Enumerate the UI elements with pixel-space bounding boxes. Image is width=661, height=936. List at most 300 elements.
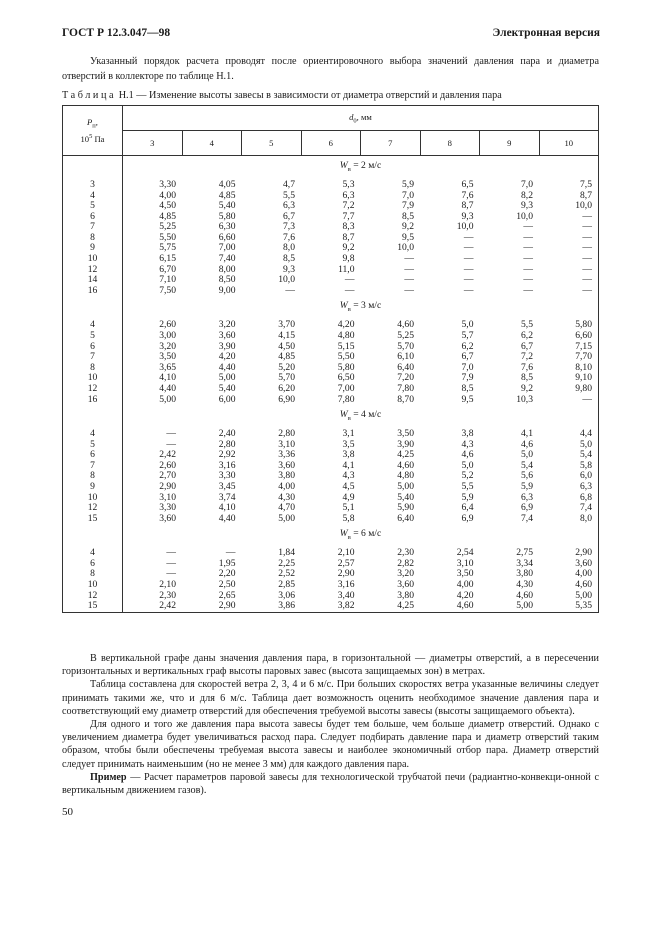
height-value: 2,90 (159, 480, 176, 492)
table-row (63, 275, 599, 286)
height-value: — (463, 263, 474, 275)
height-value: 6,0 (580, 470, 592, 482)
height-value: 7,4 (521, 512, 533, 524)
height-value: 5,20 (278, 361, 295, 373)
pressure-value: 3 (63, 180, 123, 191)
table-row (63, 180, 599, 191)
height-value: 6,60 (218, 231, 236, 243)
height-value: 6,15 (159, 253, 176, 265)
height-value: 5,0 (461, 459, 474, 471)
height-value: 2,54 (456, 547, 474, 559)
table-row (63, 384, 599, 395)
height-value: 7,9 (461, 372, 474, 384)
height-value: 4,3 (342, 470, 355, 482)
example-paragraph (62, 771, 599, 797)
height-value: 6,3 (580, 480, 592, 492)
height-value: 4,60 (397, 319, 414, 331)
height-value: 3,10 (159, 491, 176, 503)
height-value: 4,6 (521, 438, 533, 450)
pressure-value: 5 (63, 440, 123, 451)
height-value: 4,60 (516, 589, 533, 601)
table-row (63, 440, 599, 451)
body-text (62, 652, 599, 797)
height-value: 5,25 (397, 329, 414, 341)
height-value: — (582, 242, 592, 254)
height-value: 3,60 (397, 579, 414, 591)
height-value: 3,60 (575, 557, 592, 569)
table-row (63, 212, 599, 223)
pressure-value: 4 (63, 320, 123, 331)
height-value: 8,0 (580, 512, 592, 524)
height-value: 10,0 (456, 221, 474, 233)
height-value: 2,57 (337, 557, 355, 569)
pressure-value: 16 (63, 395, 123, 406)
height-value: 8,70 (397, 393, 414, 405)
table-row (63, 514, 599, 525)
height-value: 3,30 (218, 470, 236, 482)
table-row (63, 331, 599, 342)
diameter-header: $d_0$, мм (123, 106, 599, 131)
height-value: 7,80 (337, 393, 355, 405)
height-value: — (166, 557, 176, 569)
height-value: 4,00 (159, 189, 176, 201)
height-value: 3,16 (218, 459, 236, 471)
height-value: 2,20 (218, 568, 236, 580)
table-row (63, 429, 599, 440)
height-value: 5,1 (342, 502, 355, 514)
height-value: 7,9 (402, 200, 414, 212)
height-value: 5,40 (397, 491, 414, 503)
paragraph-2: Таблица составлена для скоростей ветра 2, 3, 4 и 6 м/с. При больших скоростях ветра указанные величины следует принимать такими же, что и для 6 м/с. Таблица дает возможность оценить необходимое значение давления пара и соответствующий ему диаметр отверстий для обеспечения требуемой высоты завесы (высоты защищаемого объекта). (62, 679, 599, 717)
height-value: — (582, 284, 592, 296)
height-value: — (582, 263, 592, 275)
pressure-value: 8 (63, 471, 123, 482)
height-value: 9,2 (402, 221, 414, 233)
height-value: 4,30 (516, 579, 533, 591)
height-value: 3,40 (337, 589, 355, 601)
height-value: 3,60 (218, 329, 236, 341)
height-value: — (582, 221, 592, 233)
height-value: 8,5 (521, 372, 533, 384)
height-value: 7,6 (283, 231, 295, 243)
height-value: 8,5 (402, 210, 414, 222)
height-value: 3,8 (342, 449, 355, 461)
height-value: 8,0 (283, 242, 295, 254)
height-value: 4,85 (159, 210, 176, 222)
example-label: Пример (90, 771, 127, 783)
height-value: 3,06 (278, 589, 295, 601)
height-value: — (523, 274, 533, 286)
height-value: 3,50 (456, 568, 474, 580)
table-row (63, 601, 599, 612)
height-value: 6,60 (575, 329, 592, 341)
height-value: — (523, 253, 533, 265)
pressure-value: 12 (63, 265, 123, 276)
height-value: 5,00 (159, 393, 176, 405)
wind-speed-label: $W_в = 3$ м/с (339, 300, 382, 314)
height-value: 5,8 (342, 512, 355, 524)
height-value: — (166, 547, 176, 559)
height-value: — (582, 393, 592, 405)
pressure-cell-empty (63, 524, 123, 548)
height-value: 5,9 (402, 178, 414, 190)
table-row (63, 395, 599, 406)
pressure-value: 10 (63, 580, 123, 591)
height-value: 6,40 (397, 512, 414, 524)
height-value: 5,8 (580, 459, 592, 471)
height-value: — (285, 284, 295, 296)
height-value: 5,00 (575, 589, 592, 601)
table-row (63, 503, 599, 514)
height-value: — (582, 274, 592, 286)
height-value: 4,50 (159, 200, 176, 212)
height-value: 5,5 (521, 319, 533, 331)
height-value: 3,82 (337, 600, 355, 612)
table-row (63, 243, 599, 254)
height-value: 3,5 (342, 438, 355, 450)
height-value: — (344, 274, 355, 286)
height-value: 4,20 (218, 351, 236, 363)
height-value: 7,0 (402, 189, 414, 201)
height-value: 2,42 (159, 600, 176, 612)
pressure-cell-empty (63, 296, 123, 320)
height-value: 5,9 (521, 480, 533, 492)
diameter-value: 4 (182, 131, 242, 156)
height-value: 5,50 (159, 231, 176, 243)
height-value: 9,3 (283, 263, 295, 275)
height-value: 4,3 (461, 438, 474, 450)
pressure-value: 10 (63, 373, 123, 384)
height-value: 8,7 (580, 189, 592, 201)
diameter-value: 10 (539, 131, 599, 156)
height-value: 5,75 (159, 242, 176, 254)
height-value: 5,6 (521, 470, 533, 482)
height-value: 6,70 (159, 263, 176, 275)
pressure-value: 12 (63, 384, 123, 395)
height-value: 5,50 (337, 351, 355, 363)
diameter-value: 3 (123, 131, 183, 156)
height-value: 6,2 (461, 340, 474, 352)
height-value: 2,90 (575, 547, 592, 559)
table-row (63, 471, 599, 482)
table-row (63, 286, 599, 297)
pressure-value: 8 (63, 363, 123, 374)
height-value: 1,95 (218, 557, 236, 569)
pressure-value: 15 (63, 601, 123, 612)
height-value: 6,8 (580, 491, 592, 503)
height-value: 4,00 (278, 480, 295, 492)
height-value: 5,0 (461, 319, 474, 331)
height-value: 9,2 (521, 382, 533, 394)
height-value: 2,40 (218, 428, 236, 439)
height-value: — (463, 284, 474, 296)
intro-paragraph: Указанный порядок расчета проводят после ориентировочного выбора значений давления пара и диаметра отверстий в коллекторе по таблице Н.1. (62, 56, 599, 82)
height-value: 8,5 (283, 253, 295, 265)
height-value: — (166, 438, 176, 450)
table-row (63, 222, 599, 233)
height-value: 6,20 (278, 382, 295, 394)
height-value: 8,7 (342, 231, 355, 243)
height-value: 2,85 (278, 579, 295, 591)
height-value: 5,80 (218, 210, 236, 222)
table-row (63, 493, 599, 504)
height-value: 2,92 (218, 449, 236, 461)
document-code: ГОСТ Р 12.3.047—98 (62, 27, 171, 39)
height-value: 2,82 (397, 557, 414, 569)
height-value: 3,86 (278, 600, 295, 612)
table-caption-label: Таблица (62, 90, 117, 101)
height-value: — (582, 253, 592, 265)
paragraph-3: Для одного и того же давления пара высота завесы будет тем больше, чем больше диаметр отверстий. Однако с увеличением диаметра будет увеличиваться расход пара. Следует подбирать давление пара и диаметр отверстий таким образом, чтобы были обеспечены требуемая высота завесы и наиболее экономичный отбор пара. Диаметр отверстий следует принимать наименьшим (но не менее 3 мм) для каждого давления пара. (62, 719, 599, 770)
height-value: 4,60 (456, 600, 474, 612)
height-value: 3,50 (159, 351, 176, 363)
height-value: 6,90 (278, 393, 295, 405)
height-value: 4,1 (342, 459, 355, 471)
height-value: 9,3 (521, 200, 533, 212)
height-value: — (344, 284, 355, 296)
table-caption-text: Н.1 — Изменение высоты завесы в зависимости от диаметра отверстий и давления пара (116, 90, 502, 101)
height-value: 5,00 (278, 512, 295, 524)
height-value: 5,35 (575, 600, 592, 612)
height-value: 7,00 (337, 382, 355, 394)
height-value: 7,00 (218, 242, 236, 254)
height-value: 5,15 (337, 340, 355, 352)
height-value: 3,16 (337, 579, 355, 591)
height-value: 7,50 (159, 284, 176, 296)
pressure-value: 9 (63, 482, 123, 493)
height-value: 4,1 (521, 428, 533, 439)
pressure-value: 15 (63, 514, 123, 525)
height-value: 4,25 (397, 600, 414, 612)
height-value: 5,70 (397, 340, 414, 352)
height-value: 7,20 (397, 372, 414, 384)
pressure-value: 5 (63, 201, 123, 212)
height-value: 3,36 (278, 449, 295, 461)
height-value: — (523, 263, 533, 275)
height-value: — (523, 231, 533, 243)
height-value: 9,5 (402, 231, 414, 243)
height-value: 3,74 (218, 491, 236, 503)
table-row (63, 363, 599, 374)
height-value: 2,30 (159, 589, 176, 601)
height-value: 3,60 (278, 459, 295, 471)
height-value: 6,7 (521, 340, 533, 352)
pressure-value: 7 (63, 222, 123, 233)
height-value: 3,00 (159, 329, 176, 341)
height-value: 6,3 (283, 200, 295, 212)
height-value: 2,52 (278, 568, 295, 580)
pressure-value: 12 (63, 591, 123, 602)
height-value: 7,0 (461, 361, 474, 373)
height-value: — (523, 284, 533, 296)
pressure-value: 7 (63, 461, 123, 472)
height-value: 2,80 (218, 438, 236, 450)
height-value: 10,3 (516, 393, 533, 405)
height-value: 7,6 (521, 361, 533, 373)
height-value: 2,80 (278, 428, 295, 439)
height-value: 3,20 (218, 319, 236, 331)
height-value: 7,2 (342, 200, 355, 212)
table-row (63, 320, 599, 331)
diameter-value: 9 (480, 131, 540, 156)
data-table (62, 105, 599, 613)
height-value: 7,6 (461, 189, 474, 201)
height-value: 3,1 (342, 428, 355, 439)
pressure-value: 10 (63, 254, 123, 265)
height-value: 5,0 (521, 449, 533, 461)
height-value: 4,10 (218, 502, 236, 514)
height-value: 3,45 (218, 480, 236, 492)
height-value: 9,8 (342, 253, 355, 265)
height-value: 4,40 (159, 382, 176, 394)
height-value: 7,40 (218, 253, 236, 265)
height-value: — (463, 274, 474, 286)
height-value: 3,80 (516, 568, 533, 580)
height-value: — (166, 568, 176, 580)
height-value: 6,10 (397, 351, 414, 363)
table-row (63, 265, 599, 276)
height-value: 6,4 (461, 502, 474, 514)
pressure-value: 8 (63, 233, 123, 244)
wind-speed-label: $W_в = 6$ м/с (339, 528, 382, 542)
diameter-value: 5 (242, 131, 302, 156)
height-value: — (404, 263, 414, 275)
height-value: 4,00 (456, 579, 474, 591)
height-value: 8,10 (575, 361, 592, 373)
height-value: 5,5 (461, 480, 474, 492)
pressure-value: 9 (63, 243, 123, 254)
pressure-value: 4 (63, 191, 123, 202)
height-value: — (463, 242, 474, 254)
wind-speed-label: $W_в = 2$ м/с (339, 160, 382, 173)
height-value: 5,4 (521, 459, 533, 471)
height-value: 7,70 (575, 351, 592, 363)
wind-speed-label: $W_в = 4$ м/с (339, 409, 382, 422)
height-value: 5,80 (337, 361, 355, 373)
height-value: 2,10 (159, 579, 176, 591)
height-value: 3,70 (278, 319, 295, 331)
height-value: 4,7 (283, 178, 295, 190)
height-value: 3,80 (278, 470, 295, 482)
height-value: 5,00 (397, 480, 414, 492)
height-value: 3,50 (397, 428, 414, 439)
pressure-value: 14 (63, 275, 123, 286)
table-row (63, 352, 599, 363)
diameter-value: 7 (361, 131, 421, 156)
height-value: 6,3 (521, 491, 533, 503)
pressure-value: 6 (63, 342, 123, 353)
height-value: 3,10 (456, 557, 474, 569)
height-value: 4,00 (575, 568, 592, 580)
height-value: 6,3 (342, 189, 355, 201)
pressure-value: 4 (63, 429, 123, 440)
height-value: — (463, 231, 474, 243)
height-value: 5,00 (218, 372, 236, 384)
diameter-row (63, 131, 599, 156)
height-value: 4,4 (580, 428, 592, 439)
height-value: 9,2 (342, 242, 355, 254)
height-value: 4,50 (278, 340, 295, 352)
height-value: — (582, 231, 592, 243)
height-value: 5,7 (461, 329, 474, 341)
edition-label: Электронная версия (492, 27, 600, 39)
height-value: 4,6 (461, 449, 474, 461)
height-value: 4,20 (337, 319, 355, 331)
pressure-value: 7 (63, 352, 123, 363)
page-number: 50 (62, 806, 73, 818)
height-value: 3,8 (461, 428, 474, 439)
height-value: 3,30 (159, 502, 176, 514)
height-value: 4,70 (278, 502, 295, 514)
height-value: — (463, 253, 474, 265)
height-value: 10,0 (278, 274, 295, 286)
height-value: 5,40 (218, 200, 236, 212)
height-value: 4,40 (218, 361, 236, 373)
height-value: 4,5 (342, 480, 355, 492)
height-value: 6,9 (461, 512, 474, 524)
height-value: 8,00 (218, 263, 236, 275)
pressure-value: 5 (63, 331, 123, 342)
height-value: 5,40 (218, 382, 236, 394)
height-value: 6,40 (397, 361, 414, 373)
height-value: 2,75 (516, 547, 533, 559)
height-value: 7,15 (575, 340, 592, 352)
height-value: 5,90 (397, 502, 414, 514)
height-value: 2,90 (337, 568, 355, 580)
pressure-value: 8 (63, 569, 123, 580)
height-value: 4,05 (218, 178, 236, 190)
pressure-value: 6 (63, 212, 123, 223)
height-value: 6,2 (521, 329, 533, 341)
height-value: 8,2 (521, 189, 533, 201)
height-value: 4,40 (218, 512, 236, 524)
height-value: 6,5 (461, 178, 474, 190)
height-value: 6,50 (337, 372, 355, 384)
height-value: 2,60 (159, 319, 176, 331)
diameter-value: 6 (301, 131, 361, 156)
height-value: 6,7 (461, 351, 474, 363)
height-value: 2,50 (218, 579, 236, 591)
diameter-value: 8 (420, 131, 480, 156)
height-value: — (404, 253, 414, 265)
height-value: 9,5 (461, 393, 474, 405)
height-value: 3,20 (397, 568, 414, 580)
example-text: — Расчет параметров паровой завесы для технологической трубчатой печи (радиантно-конвекци-онной с вертикальным движением газов). (62, 771, 599, 797)
height-value: 5,4 (580, 449, 592, 461)
pressure-value: 6 (63, 559, 123, 570)
wind-speed-row (63, 156, 599, 180)
pressure-value: 12 (63, 503, 123, 514)
height-value: 7,3 (283, 221, 295, 233)
height-value: — (523, 242, 533, 254)
pressure-cell-empty (63, 156, 123, 180)
height-value: 5,2 (461, 470, 474, 482)
height-value: 4,30 (278, 491, 295, 503)
height-value: 9,3 (461, 210, 474, 222)
height-value: 4,9 (342, 491, 355, 503)
height-value: 3,34 (516, 557, 533, 569)
table-row (63, 233, 599, 244)
height-value: 5,9 (461, 491, 474, 503)
height-value: — (582, 210, 592, 222)
height-value: 6,30 (218, 221, 236, 233)
height-value: 8,5 (461, 382, 474, 394)
pressure-value: 4 (63, 548, 123, 559)
height-value: 4,85 (218, 189, 236, 201)
height-value: 7,80 (397, 382, 414, 394)
height-value: 5,25 (159, 221, 176, 233)
height-value: 1,84 (278, 547, 295, 559)
